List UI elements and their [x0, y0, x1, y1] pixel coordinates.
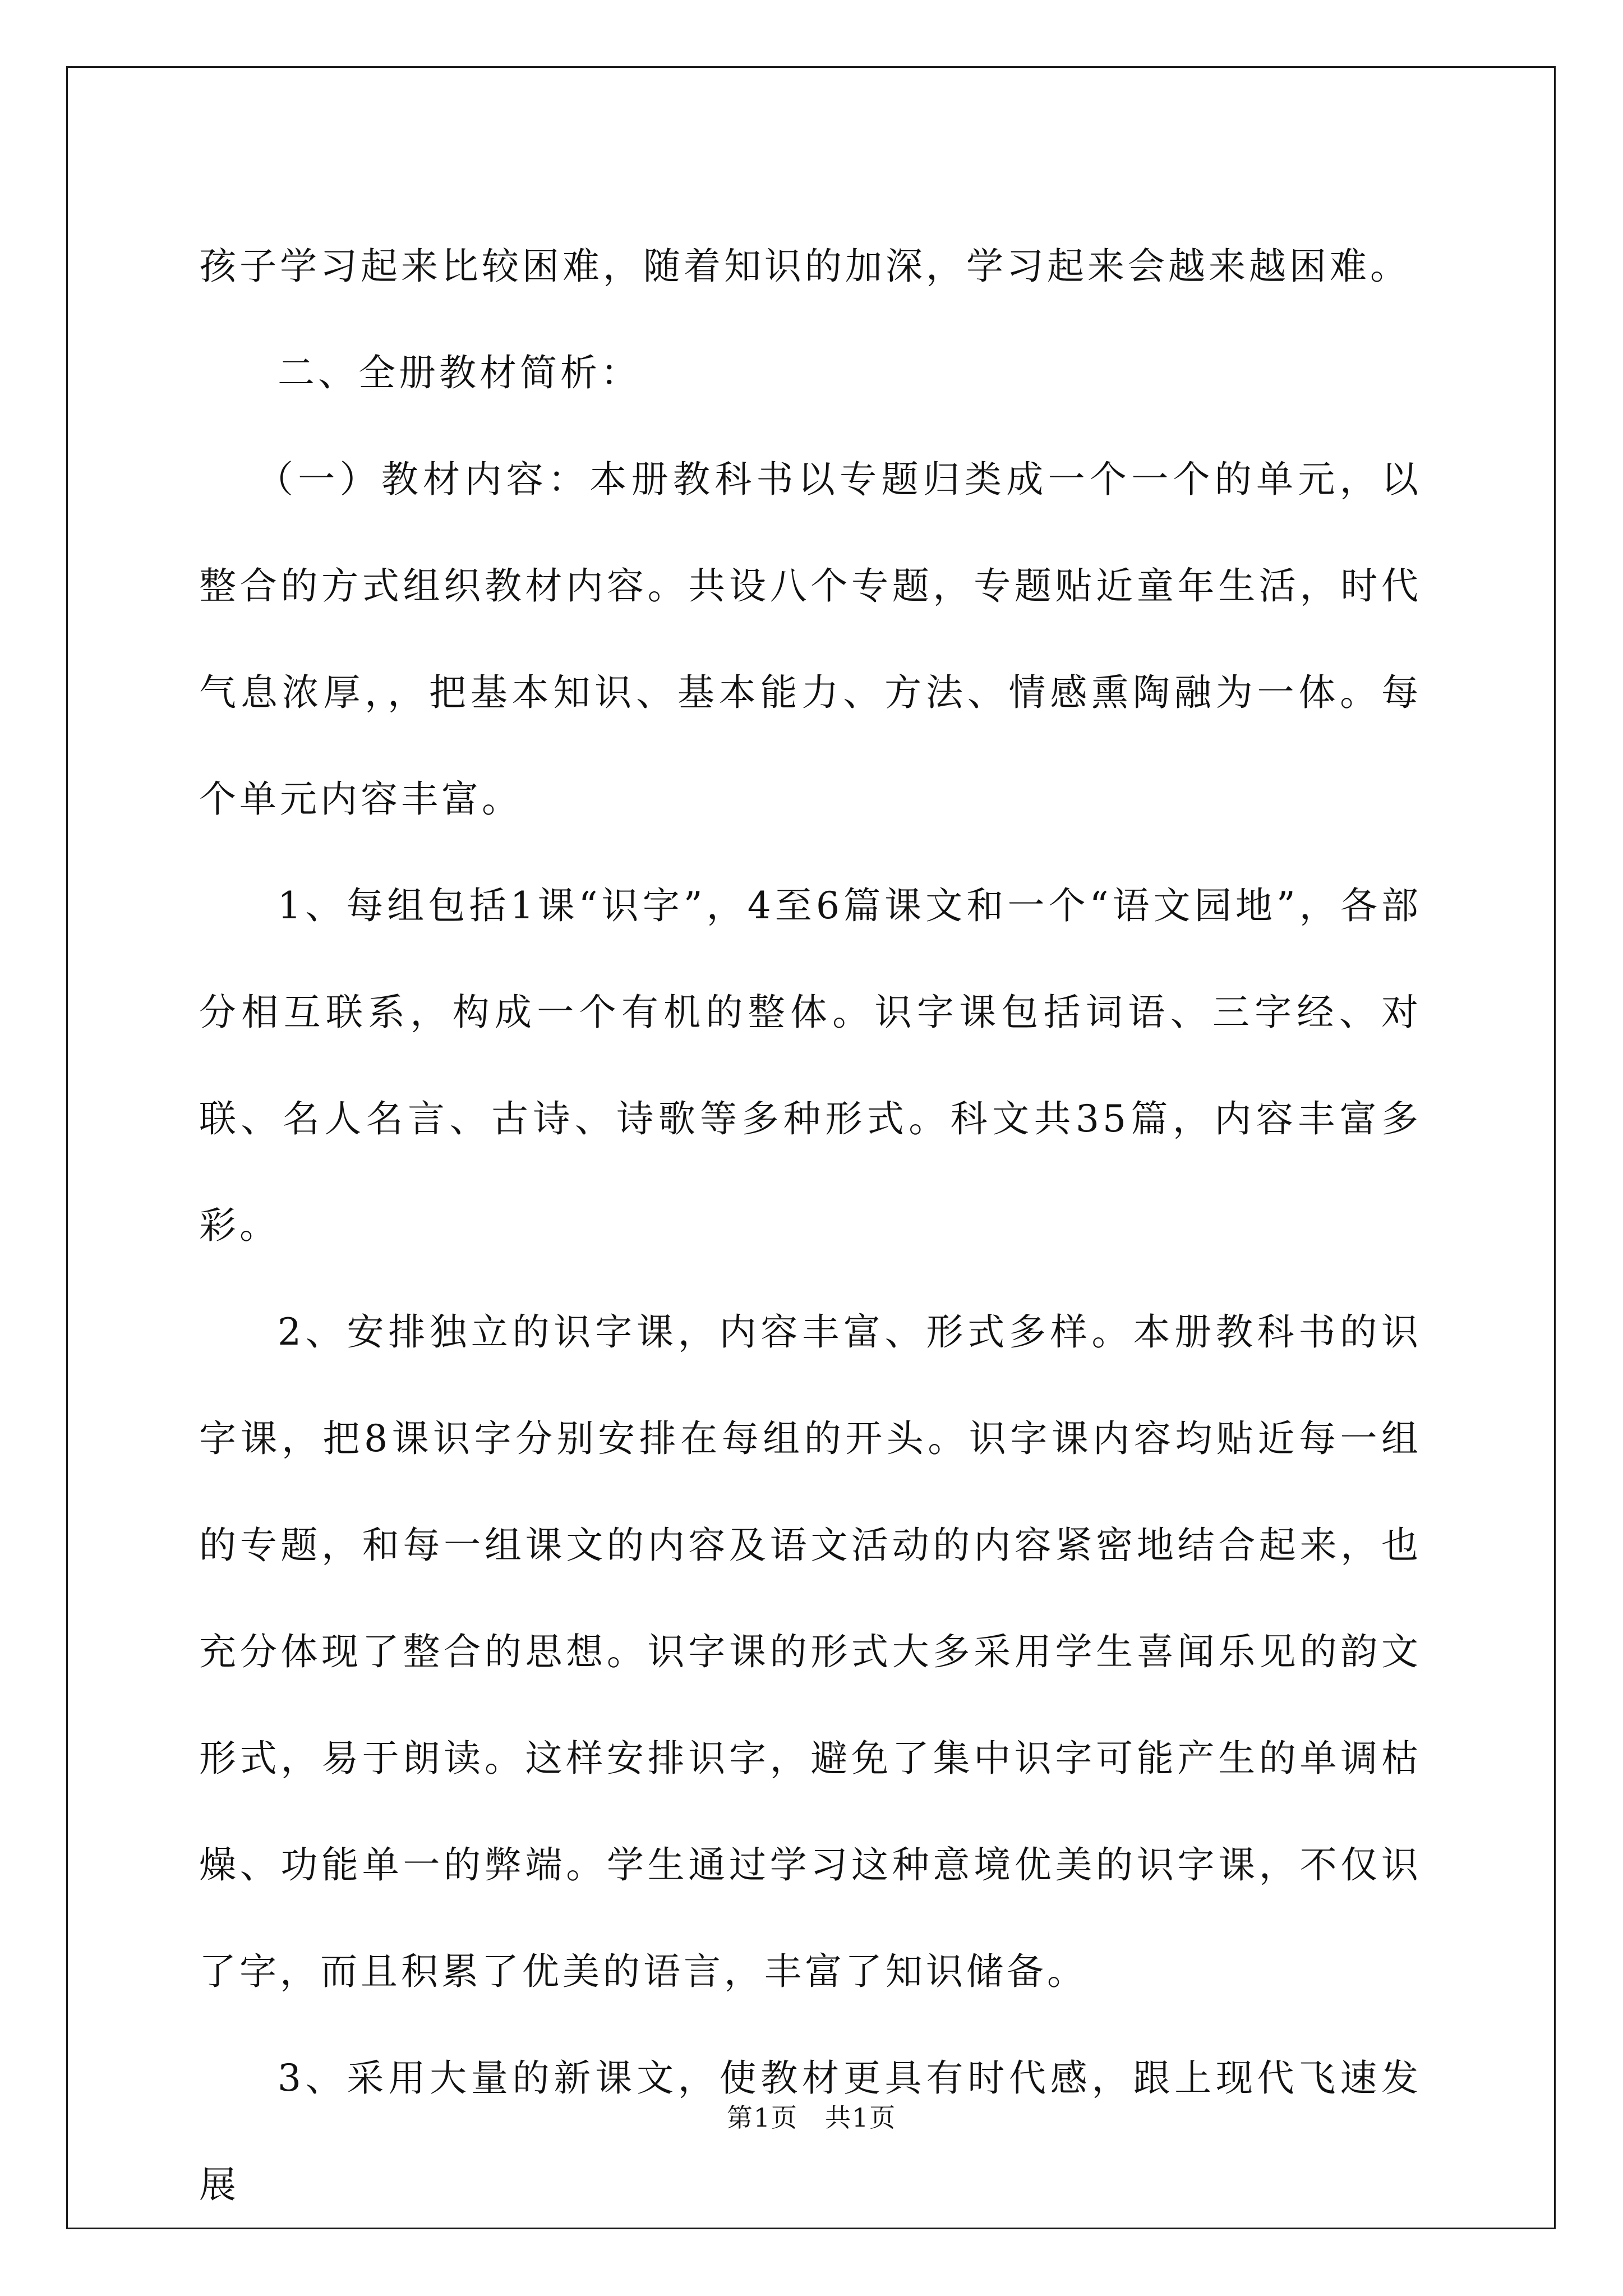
- section-heading: 二、全册教材简析：: [278, 351, 641, 394]
- document-body: [199, 213, 1422, 2238]
- paragraph-textbook-content: （一）教材内容：本册教科书以专题归类成一个一个的单元，以整合的方式组织教材内容。共设八个专题，专题贴近童年生活，时代气息浓厚，，把基本知识、基本能力、方法、情感熏陶融为一体。每个单元内容丰富。: [199, 458, 1422, 821]
- page-number-footer: 第1页 共1页: [726, 2102, 897, 2133]
- paragraph-continuation: 孩子学习起来比较困难，随着知识的加深，学习起来会越来越困难。: [199, 245, 1410, 288]
- paragraph-item-3: 3、采用大量的新课文，使教材更具有时代感，跟上现代飞速发展: [199, 2056, 1422, 2206]
- paragraph-item-1: 1、每组包括1课“识字”，4至6篇课文和一个“语文园地”，各部分相互联系，构成一个有机的整体。识字课包括词语、三字经、对联、名人名言、古诗、诗歌等多种形式。科文共35篇，内容丰富多彩。: [199, 884, 1422, 1247]
- paragraph-item-2: 2、安排独立的识字课，内容丰富、形式多样。本册教科书的识字课，把8课识字分别安排在每组的开头。识字课内容均贴近每一组的专题，和每一组课文的内容及语文活动的内容紧密地结合起来，也充分体现了整合的思想。识字课的形式大多采用学生喜闻乐见的韵文形式，易于朗读。这样安排识字，避免了集中识字可能产生的单调枯燥、功能单一的弊端。学生通过学习这种意境优美的识字课，不仅识了字，而且积累了优美的语言，丰富了知识储备。: [199, 1310, 1422, 1993]
